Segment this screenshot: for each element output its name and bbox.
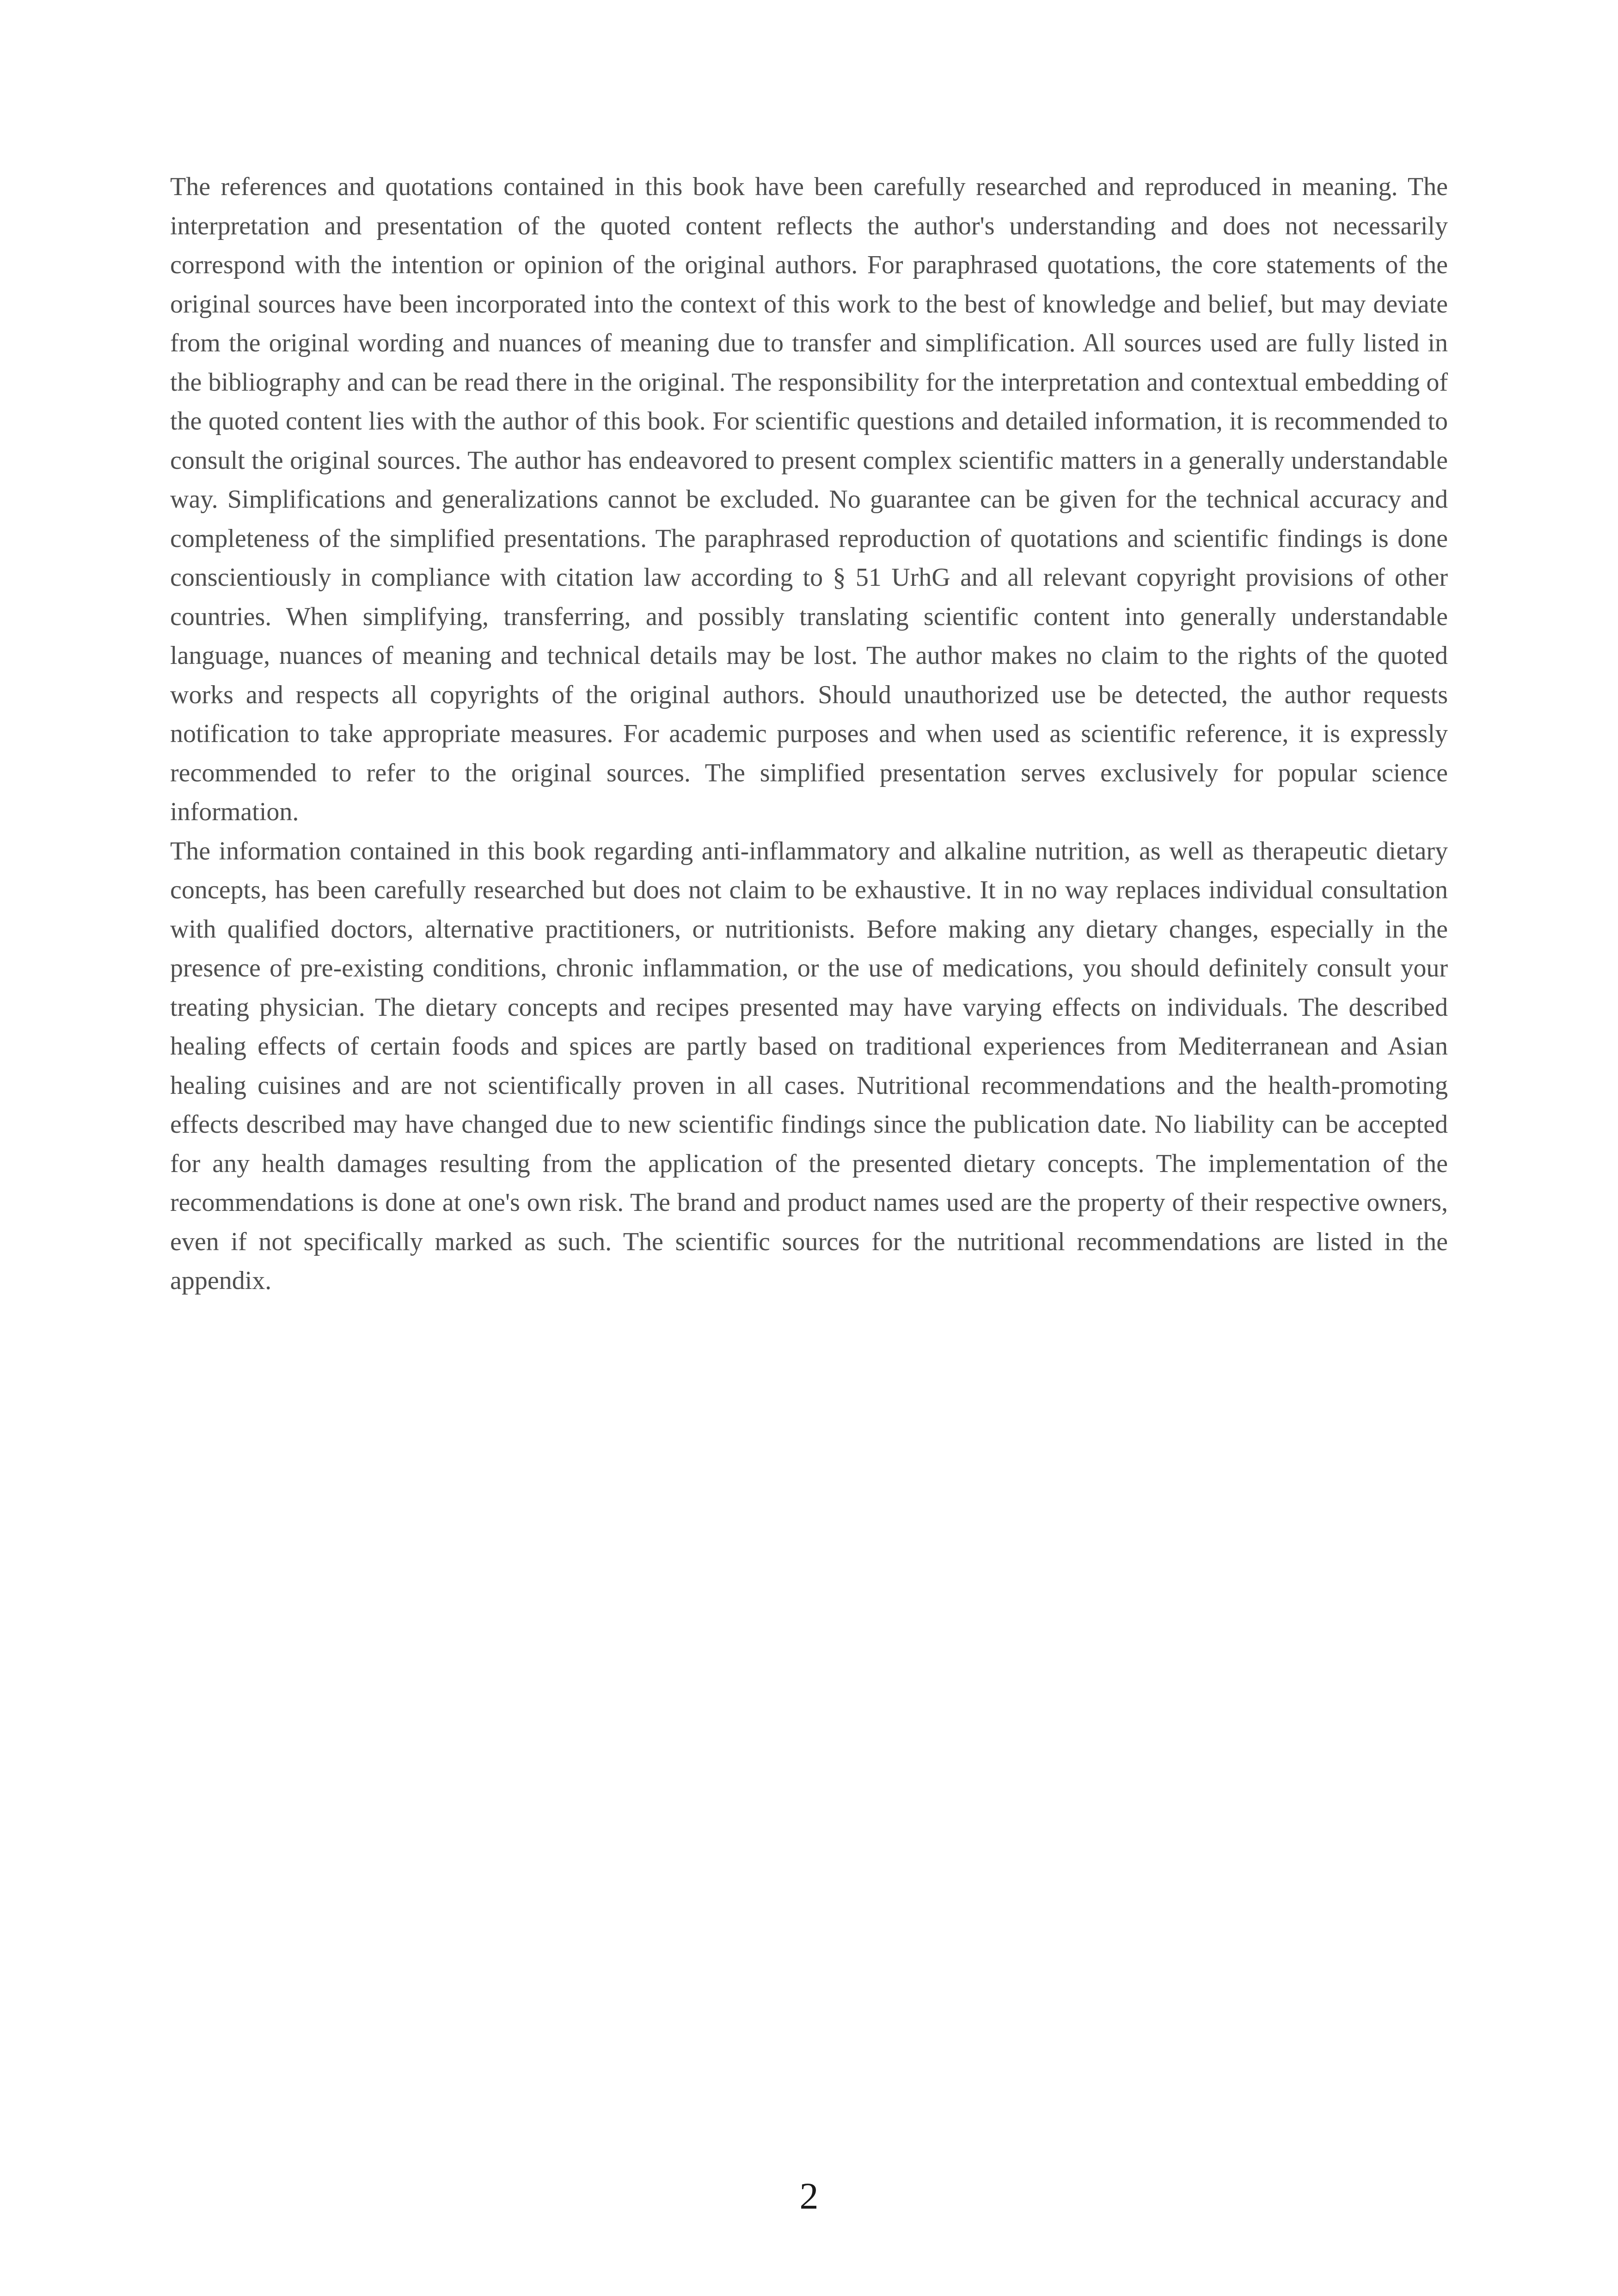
body-text: [170, 167, 1448, 1301]
paragraph-health-disclaimer: The information contained in this book regarding anti-inflammatory and alkaline nutrition, as well as therapeutic dietary concepts, has been carefully researched but does not claim to be exhaustive. It in no way replaces individual consultation with qualified doctors, alternative practitioners, or nutritionists. Before making any dietary changes, especially in the presence of pre-existing conditions, chronic inflammation, or the use of medications, you should definitely consult your treating physician. The dietary concepts and recipes presented may have varying effects on individuals. The described healing effects of certain foods and spices are partly based on traditional experiences from Mediterranean and Asian healing cuisines and are not scientifically proven in all cases. Nutritional recommendations and the health-promoting effects described may have changed due to new scientific findings since the publication date. No liability can be accepted for any health damages resulting from the application of the presented dietary concepts. The implementation of the recommendations is done at one's own risk. The brand and product names used are the property of their respective owners, even if not specifically marked as such. The scientific sources for the nutritional recommendations are listed in the appendix.: [170, 836, 1448, 1295]
page-number: 2: [799, 2175, 819, 2217]
paragraph-citation-disclaimer: The references and quotations contained in this book have been carefully researched and reproduced in meaning. The interpretation and presentation of the quoted content reflects the author's understanding and does not necessarily correspond with the intention or opinion of the original authors. For paraphrased quotations, the core statements of the original sources have been incorporated into the context of this work to the best of knowledge and belief, but may deviate from the original wording and nuances of meaning due to transfer and simplification. All sources used are fully listed in the bibliography and can be read there in the original. The responsibility for the interpretation and contextual embedding of the quoted content lies with the author of this book. For scientific questions and detailed information, it is recommended to consult the original sources. The author has endeavored to present complex scientific matters in a generally understandable way. Simplifications and generalizations cannot be excluded. No guarantee can be given for the technical accuracy and completeness of the simplified presentations. The paraphrased reproduction of quotations and scientific findings is done conscientiously in compliance with citation law according to § 51 UrhG and all relevant copyright provisions of other countries. When simplifying, transferring, and possibly translating scientific content into generally understandable language, nuances of meaning and technical details may be lost. The author makes no claim to the rights of the quoted works and respects all copyrights of the original authors. Should unauthorized use be detected, the author requests notification to take appropriate measures. For academic purposes and when used as scientific reference, it is expressly recommended to refer to the original sources. The simplified presentation serves exclusively for popular science information.: [170, 172, 1448, 826]
